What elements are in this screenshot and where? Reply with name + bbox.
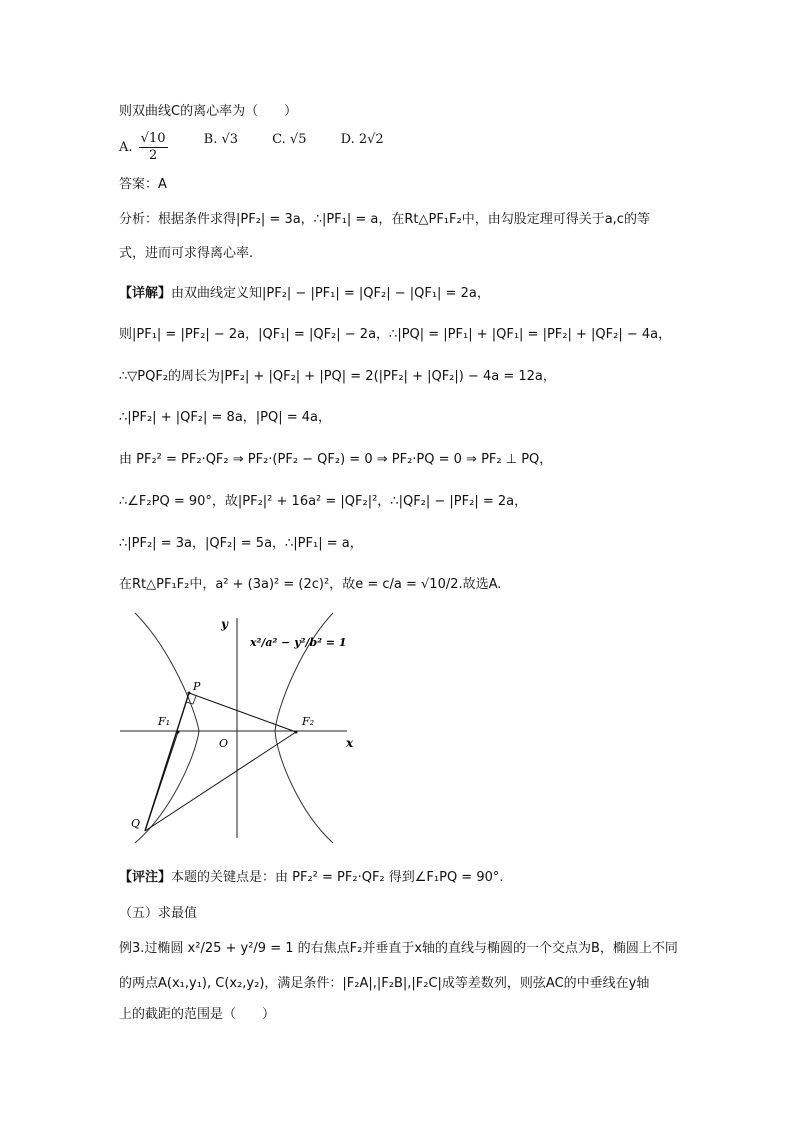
point-f1 — [177, 731, 180, 734]
label-p: P — [193, 680, 201, 693]
detail-line-1-text: 由双曲线定义知|PF₂| − |PF₁| = |QF₂| − |QF₁| = 2a， — [171, 286, 490, 301]
answer-choices — [119, 131, 414, 164]
point-f2 — [295, 731, 298, 734]
choice-c: C. √5 — [272, 132, 307, 147]
segment-qf1 — [145, 732, 178, 831]
figure-equation: x²/a² − y²/b² = 1 — [250, 636, 347, 649]
choice-a-denominator: 2 — [148, 148, 158, 163]
detail-line-2: 则|PF₁| = |PF₂| − 2a，|QF₁| = |QF₂| − 2a，∴|PQ| = |PF₁| + |QF₁| = |PF₂| + |QF₂| − 4a， — [119, 327, 672, 342]
point-p — [188, 692, 191, 695]
analysis-line-1: 分析：根据条件求得|PF₂| = 3a，∴|PF₁| = a，在Rt△PF₁F₂中，由勾股定理可得关于a,c的等 — [119, 212, 650, 227]
label-y: y — [221, 617, 228, 631]
detail-line-1 — [119, 285, 490, 303]
label-f1: F₁ — [158, 715, 171, 728]
choice-a-numerator: √10 — [140, 131, 166, 146]
example-line-2: 的两点A(x₁,y₁), C(x₂,y₂)，满足条件：|F₂A|,|F₂B|,|F₂C|成等差数列，则弦AC的中垂线在y轴 — [119, 976, 650, 991]
example-line-3: 上的截距的范围是（ ） — [119, 1007, 276, 1022]
choice-a-fraction — [139, 131, 168, 164]
example-line-1: 例3.过椭圆 x²/25 + y²/9 = 1 的右焦点F₂并垂直于x轴的直线与椭圆的一个交点为B，椭圆上不同 — [119, 941, 678, 956]
choice-a-label: A. — [119, 140, 133, 155]
question-tail: 则双曲线C的离心率为（ ） — [119, 104, 298, 119]
choice-d: D. 2√2 — [340, 132, 384, 147]
detail-line-6: ∴∠F₂PQ = 90°，故|PF₂|² + 16a² = |QF₂|²，∴|QF₂| − |PF₂| = 2a， — [119, 494, 528, 509]
detail-line-3: ∴▽PQF₂的周长为|PF₂| + |QF₂| + |PQ| = 2(|PF₂| + |QF₂|) − 4a = 12a， — [119, 369, 556, 384]
answer-line: 答案：A — [119, 177, 167, 192]
choice-a — [119, 131, 170, 164]
label-f2: F₂ — [302, 715, 315, 728]
label-o: O — [219, 737, 229, 750]
segment-pf2 — [189, 693, 296, 732]
detail-line-8: 在Rt△PF₁F₂中，a² + (3a)² = (2c)²，故e = c/a = √10/2.故选A. — [119, 577, 502, 592]
detail-line-4: ∴|PF₂| + |QF₂| = 8a，|PQ| = 4a， — [119, 410, 332, 425]
detail-label: 【详解】 — [119, 286, 172, 301]
detail-line-5: 由 PF₂² = PF₂·QF₂ ⇒ PF₂·(PF₂ − QF₂) = 0 ⇒ PF₂·PQ = 0 ⇒ PF₂ ⊥ PQ， — [119, 452, 553, 467]
comment-line — [119, 869, 504, 887]
section-heading: （五）求最值 — [119, 906, 198, 921]
hyperbola-figure — [115, 608, 365, 843]
analysis-line-2: 式，进而可求得离心率. — [119, 246, 254, 261]
label-q: Q — [131, 817, 141, 830]
choice-b: B. √3 — [203, 132, 239, 147]
label-x: x — [346, 736, 354, 750]
hyperbola-left-branch — [135, 613, 199, 843]
comment-text: 本题的关键点是：由 PF₂² = PF₂·QF₂ 得到∠F₁PQ = 90°. — [171, 870, 504, 885]
comment-label: 【评注】 — [119, 870, 172, 885]
detail-line-7: ∴|PF₂| = 3a，|QF₂| = 5a，∴|PF₁| = a， — [119, 536, 363, 551]
